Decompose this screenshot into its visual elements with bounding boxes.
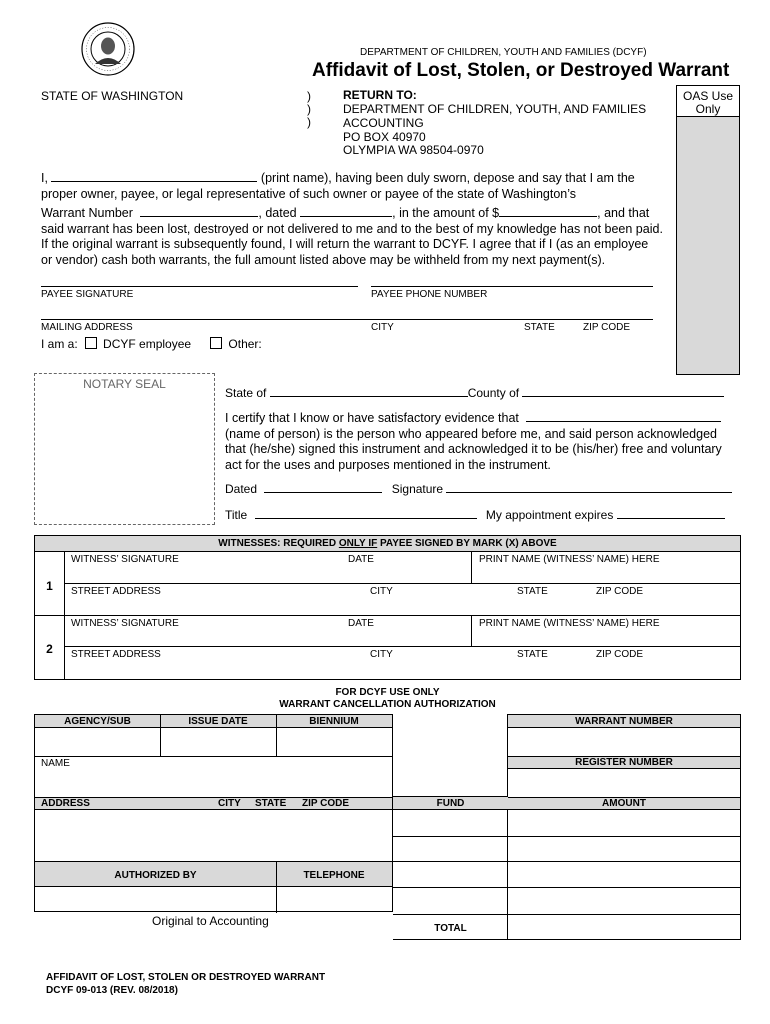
dcyf-employee-checkbox[interactable] xyxy=(85,337,97,349)
witness-row-number: 2 xyxy=(46,642,53,656)
witnesses-header-text xyxy=(35,538,740,549)
payee-phone-label: PAYEE PHONE NUMBER xyxy=(371,289,488,300)
payee-phone-line[interactable] xyxy=(371,286,653,287)
paren-2: ) xyxy=(307,102,311,116)
affidavit-line-2: proper owner, payee, or legal representative of such owner or payee of the state of Washington’s xyxy=(41,186,577,201)
form-title: Affidavit of Lost, Stolen, or Destroyed Warrant xyxy=(312,60,730,81)
issue-date-field[interactable] xyxy=(161,729,276,756)
witness-row-number: 1 xyxy=(46,579,53,593)
dcyf-employee-label: DCYF employee xyxy=(103,337,192,351)
payee-signature-line[interactable] xyxy=(41,286,358,287)
biennium-label: BIENNIUM xyxy=(309,716,359,727)
w1-street-label: STREET ADDRESS xyxy=(71,586,161,597)
name-divider xyxy=(35,756,392,757)
authorized-by-field[interactable] xyxy=(35,888,276,911)
affidavit-line-4: said warrant has been lost, destroyed or not delivered to me and to the best of my knowledge has not been paid. xyxy=(41,221,663,236)
address-state-label: STATE xyxy=(255,798,287,809)
cancellation-right-block xyxy=(507,714,741,940)
person-name-field[interactable] xyxy=(526,410,721,422)
other-checkbox[interactable] xyxy=(210,337,222,349)
warrant-number-field[interactable] xyxy=(140,205,258,217)
warrant-number-label-dcyf: WARRANT NUMBER xyxy=(575,716,673,727)
i-am-a-label: I am a: xyxy=(41,337,78,351)
witnesses-header-a: WITNESSES: REQUIRED xyxy=(218,538,339,549)
state-label: STATE OF WASHINGTON xyxy=(41,89,184,103)
w2-date-label: DATE xyxy=(348,618,374,629)
oas-use-label-1: OAS Use xyxy=(682,89,733,103)
notary-signature-field[interactable] xyxy=(446,481,732,493)
fund-column xyxy=(393,796,508,940)
name-label: NAME xyxy=(41,758,70,769)
notary-seal-box xyxy=(34,373,215,525)
telephone-field[interactable] xyxy=(277,888,392,911)
i-am-a-row xyxy=(41,337,262,351)
w2-divider xyxy=(64,646,740,647)
affidavit-line-3 xyxy=(41,205,681,222)
county-of-field[interactable] xyxy=(522,385,724,397)
w1-zip-label: ZIP CODE xyxy=(596,586,644,597)
address-city-label: CITY xyxy=(218,798,241,809)
w2-city-label: CITY xyxy=(370,649,393,660)
name-field[interactable] xyxy=(35,771,392,797)
fund-row-1[interactable] xyxy=(393,836,508,837)
appointment-field[interactable] xyxy=(617,507,725,519)
signature-label-notary: Signature xyxy=(391,482,444,496)
witnesses-header xyxy=(35,536,740,552)
total-label: TOTAL xyxy=(434,923,467,934)
original-to-accounting: Original to Accounting xyxy=(152,914,269,928)
agency-sub-label: AGENCY/SUB xyxy=(64,716,131,727)
w2-state-label: STATE xyxy=(517,649,548,660)
address-label: ADDRESS xyxy=(41,798,90,809)
affidavit-line-1 xyxy=(41,170,681,187)
return-to-line: ACCOUNTING xyxy=(343,116,424,130)
notary-certification xyxy=(225,410,735,473)
print-name-field[interactable] xyxy=(51,170,257,182)
w1-signature-label: WITNESS’ SIGNATURE xyxy=(71,554,179,565)
witnesses-header-only-if: ONLY IF xyxy=(338,538,378,549)
affidavit-line-6: or vendor) cash both warrants, the full amount listed above may be withheld from my next payment(s). xyxy=(41,252,606,267)
and-that-label: , and that xyxy=(597,206,650,220)
notary-title-row xyxy=(225,507,725,522)
fund-row-3[interactable] xyxy=(393,887,508,888)
certify-line-1 xyxy=(225,410,735,427)
affidavit-body xyxy=(41,170,681,268)
w1-date-label: DATE xyxy=(348,554,374,565)
payee-signature-label: PAYEE SIGNATURE xyxy=(41,289,134,300)
w1-divider xyxy=(64,583,740,584)
certify-text: I certify that I know or have satisfactory evidence that xyxy=(225,411,519,425)
state-seal xyxy=(81,22,135,76)
amount-label: , in the amount of $ xyxy=(392,206,500,220)
dated-label: , dated xyxy=(258,206,297,220)
return-to-line: OLYMPIA WA 98504-0970 xyxy=(343,143,484,157)
paren-3: ) xyxy=(307,115,311,129)
agency-sub-field[interactable] xyxy=(35,729,160,756)
cancellation-left-block xyxy=(34,714,393,912)
notary-dated-field[interactable] xyxy=(264,481,382,493)
w1-print-divider xyxy=(471,552,472,583)
certify-line-4: act for the uses and purposes mentioned in the instrument. xyxy=(225,457,551,472)
notary-seal-label: NOTARY SEAL xyxy=(83,377,166,391)
dated-label-notary: Dated xyxy=(225,482,258,496)
affidavit-text: (print name), having been duly sworn, depose and say that I am the xyxy=(260,171,635,185)
w2-signature-label: WITNESS’ SIGNATURE xyxy=(71,618,179,629)
biennium-field[interactable] xyxy=(277,729,392,756)
mailing-address-label: MAILING ADDRESS xyxy=(41,322,133,333)
w1-state-label: STATE xyxy=(517,586,548,597)
return-to-line: DEPARTMENT OF CHILDREN, YOUTH, AND FAMILIES xyxy=(343,102,647,116)
warrant-number-field-dcyf[interactable] xyxy=(508,729,740,756)
dated-field[interactable] xyxy=(300,205,392,217)
w1-city-label: CITY xyxy=(370,586,393,597)
return-to-label: RETURN TO: xyxy=(343,88,417,102)
amount-row-2[interactable] xyxy=(508,861,740,862)
cancellation-title: WARRANT CANCELLATION AUTHORIZATION xyxy=(279,699,496,710)
zip-label-payee: ZIP CODE xyxy=(583,322,631,333)
city-label: CITY xyxy=(371,322,394,333)
amount-field[interactable] xyxy=(499,205,597,217)
register-number-label: REGISTER NUMBER xyxy=(575,757,673,768)
authorized-by-label: AUTHORIZED BY xyxy=(114,870,197,881)
w1-print-label: PRINT NAME (WITNESS’ NAME) HERE xyxy=(479,554,660,565)
state-of-field[interactable] xyxy=(270,385,468,397)
fund-row-2[interactable] xyxy=(393,861,508,862)
amount-row-1[interactable] xyxy=(508,836,740,837)
state-label-payee: STATE xyxy=(524,322,555,333)
address-zip-label: ZIP CODE xyxy=(302,798,350,809)
amount-row-4[interactable] xyxy=(508,914,740,915)
w2-print-divider xyxy=(471,615,472,646)
return-to-line: PO BOX 40970 xyxy=(343,130,426,144)
certify-line-2: (name of person) is the person who appeared before me, and said person acknowledged xyxy=(225,426,717,441)
witnesses-header-c: PAYEE SIGNED BY MARK (X) ABOVE xyxy=(377,538,557,549)
w2-street-label: STREET ADDRESS xyxy=(71,649,161,660)
row-divider xyxy=(35,615,740,616)
witnesses-table xyxy=(34,535,741,680)
notary-title-field[interactable] xyxy=(255,507,477,519)
oas-use-shaded xyxy=(677,116,739,374)
state-of-label: State of xyxy=(225,386,267,400)
fund-row-4[interactable] xyxy=(393,914,508,915)
w2-print-label: PRINT NAME (WITNESS’ NAME) HERE xyxy=(479,618,660,629)
other-label: Other: xyxy=(228,337,262,351)
state-seal-image xyxy=(81,22,135,76)
address-field[interactable] xyxy=(35,811,392,861)
telephone-label: TELEPHONE xyxy=(303,870,365,881)
mailing-address-line[interactable] xyxy=(41,319,653,320)
fund-label: FUND xyxy=(436,798,465,809)
affidavit-i: I, xyxy=(41,171,48,185)
department-name: DEPARTMENT OF CHILDREN, YOUTH AND FAMILIES (DCYF) xyxy=(360,47,647,58)
notary-dated-row xyxy=(225,481,732,496)
title-label: Title xyxy=(225,508,248,522)
register-number-field[interactable] xyxy=(508,770,740,797)
notary-state-row xyxy=(225,385,724,400)
dcyf-use-title: FOR DCYF USE ONLY xyxy=(335,687,440,698)
paren-1: ) xyxy=(307,89,311,103)
oas-use-box xyxy=(676,85,740,375)
w2-zip-label: ZIP CODE xyxy=(596,649,644,660)
warrant-number-label: Warrant Number xyxy=(41,206,133,220)
appointment-label: My appointment expires xyxy=(485,508,614,522)
footer-form-number: DCYF 09-013 (REV. 08/2018) xyxy=(46,985,178,996)
certify-line-3: that (he/she) signed this instrument and acknowledged it to be (his/her) free and voluntary xyxy=(225,442,722,456)
amount-label-dcyf: AMOUNT xyxy=(602,798,646,809)
issue-date-label: ISSUE DATE xyxy=(188,716,248,727)
oas-use-label-2: Only xyxy=(695,102,721,116)
county-of-label: County of xyxy=(467,386,520,400)
amount-row-3[interactable] xyxy=(508,887,740,888)
affidavit-line-5: If the original warrant is subsequently found, I will return the warrant to DCYF. I agree that if I (as an employee xyxy=(41,237,649,251)
footer-form-name: AFFIDAVIT OF LOST, STOLEN OR DESTROYED WARRANT xyxy=(46,972,326,983)
